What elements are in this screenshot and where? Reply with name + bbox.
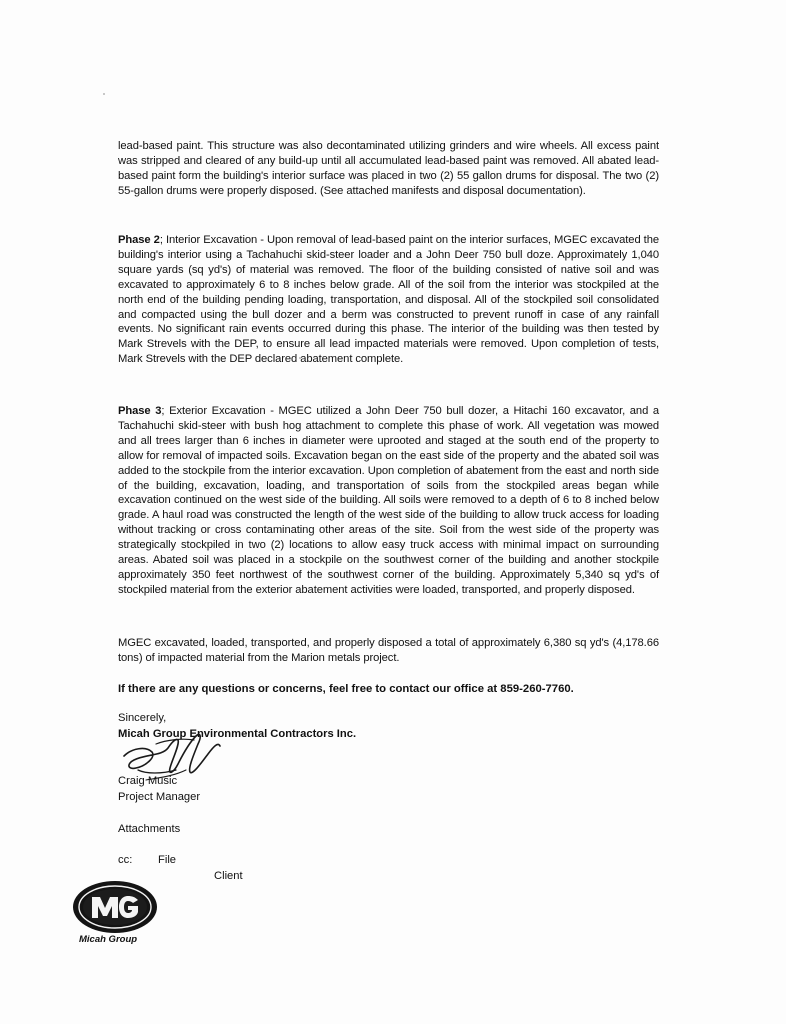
phase-2-text: ; Interior Excavation - Upon removal of lead-based paint on the interior surfaces, MGEC excavated the building's interior using a Tachahuchi skid-steer loader and a John Deer 750 bull doze. Approximately 1,040 square yards (sq yd's) of material was removed. The floor of the building consisted of native soil and was excavated to approximately 6 to 8 inches below grade. All of the soil from the interior was stockpiled at the north end of the building pending loading, transportation, and disposal. All of the stockpiled soil consolidated and compacted using the bull dozer and a berm was constructed to prevent runoff in case of any rainfall events. No significant rain events occurred during this phase. The interior of the building was then tested by Mark Strevels with the DEP, to ensure all lead impacted materials were removed. Upon completion of tests, Mark Strevels with the DEP declared abatement complete. <box>118 234 659 366</box>
paragraph-phase-3 <box>118 404 659 598</box>
attachments-label: Attachments <box>118 823 181 835</box>
signer-name: Craig Music <box>118 775 178 787</box>
company-name: Micah Group Environmental Contractors Inc. <box>118 728 357 740</box>
paragraph-summary: MGEC excavated, loaded, transported, and properly disposed a total of approximately 6,380 sq yd's (4,178.66 tons) of impacted material from the Marion metals project. <box>118 637 659 664</box>
phase-2-label: Phase 2 <box>118 234 160 246</box>
paragraph-lead-paint: lead-based paint. This structure was also decontaminated utilizing grinders and wire wheels. All excess paint was stripped and cleared of any build-up until all accumulated lead-based paint was removed. All abated lead-based paint form the building's interior surface was placed in two (2) 55 gallon drums for disposal. The two (2) 55-gallon drums were properly disposed. (See attached manifests and disposal documentation). <box>118 140 659 197</box>
phase-3-label: Phase 3 <box>118 405 162 417</box>
cc-label: cc: <box>118 854 133 866</box>
salutation: Sincerely, <box>118 712 167 724</box>
phase-3-text: ; Exterior Excavation - MGEC utilized a John Deer 750 bull dozer, a Hitachi 160 excavator, and a Tachahuchi skid-steer with bush hog attachment to complete this phase of work. All vegetation was mowed and all trees larger than 6 inches in diameter were uprooted and staged at the south end of the property to allow for removal of impacted soils. Excavation began on the east side of the property and the abated soil was added to the stockpile from the interior excavation. Upon completion of abatement from the east and north side of the building, excavation, loading, and transportation of soils from the stockpiled areas began while excavation continued on the west side of the building. All soils were removed to a depth of 6 to 8 inched below grade. A haul road was constructed the length of the west side of the building to allow truck access for loading without tracking or cross contaminating other areas of the site. Soil from the west side of the property was strategically stockpiled in two (2) locations to allow easy truck access with minimal impact on surrounding areas. Abated soil was placed in a stockpile on the southwest corner of the building and another stockpile approximately 350 feet northwest of the southwest corner of the building. Approximately 5,340 sq yd's of stockpiled material from the exterior abatement activities were loaded, transported, and properly disposed. <box>118 405 660 596</box>
cc-recipient-file: File <box>158 854 177 866</box>
scan-speck <box>103 93 105 95</box>
logo-caption: Micah Group <box>79 934 138 945</box>
signer-title: Project Manager <box>118 791 201 803</box>
contact-line: If there are any questions or concerns, feel free to contact our office at 859-260-7760. <box>118 683 574 695</box>
cc-recipient-client: Client <box>214 870 243 882</box>
paragraph-phase-2 <box>118 233 659 367</box>
